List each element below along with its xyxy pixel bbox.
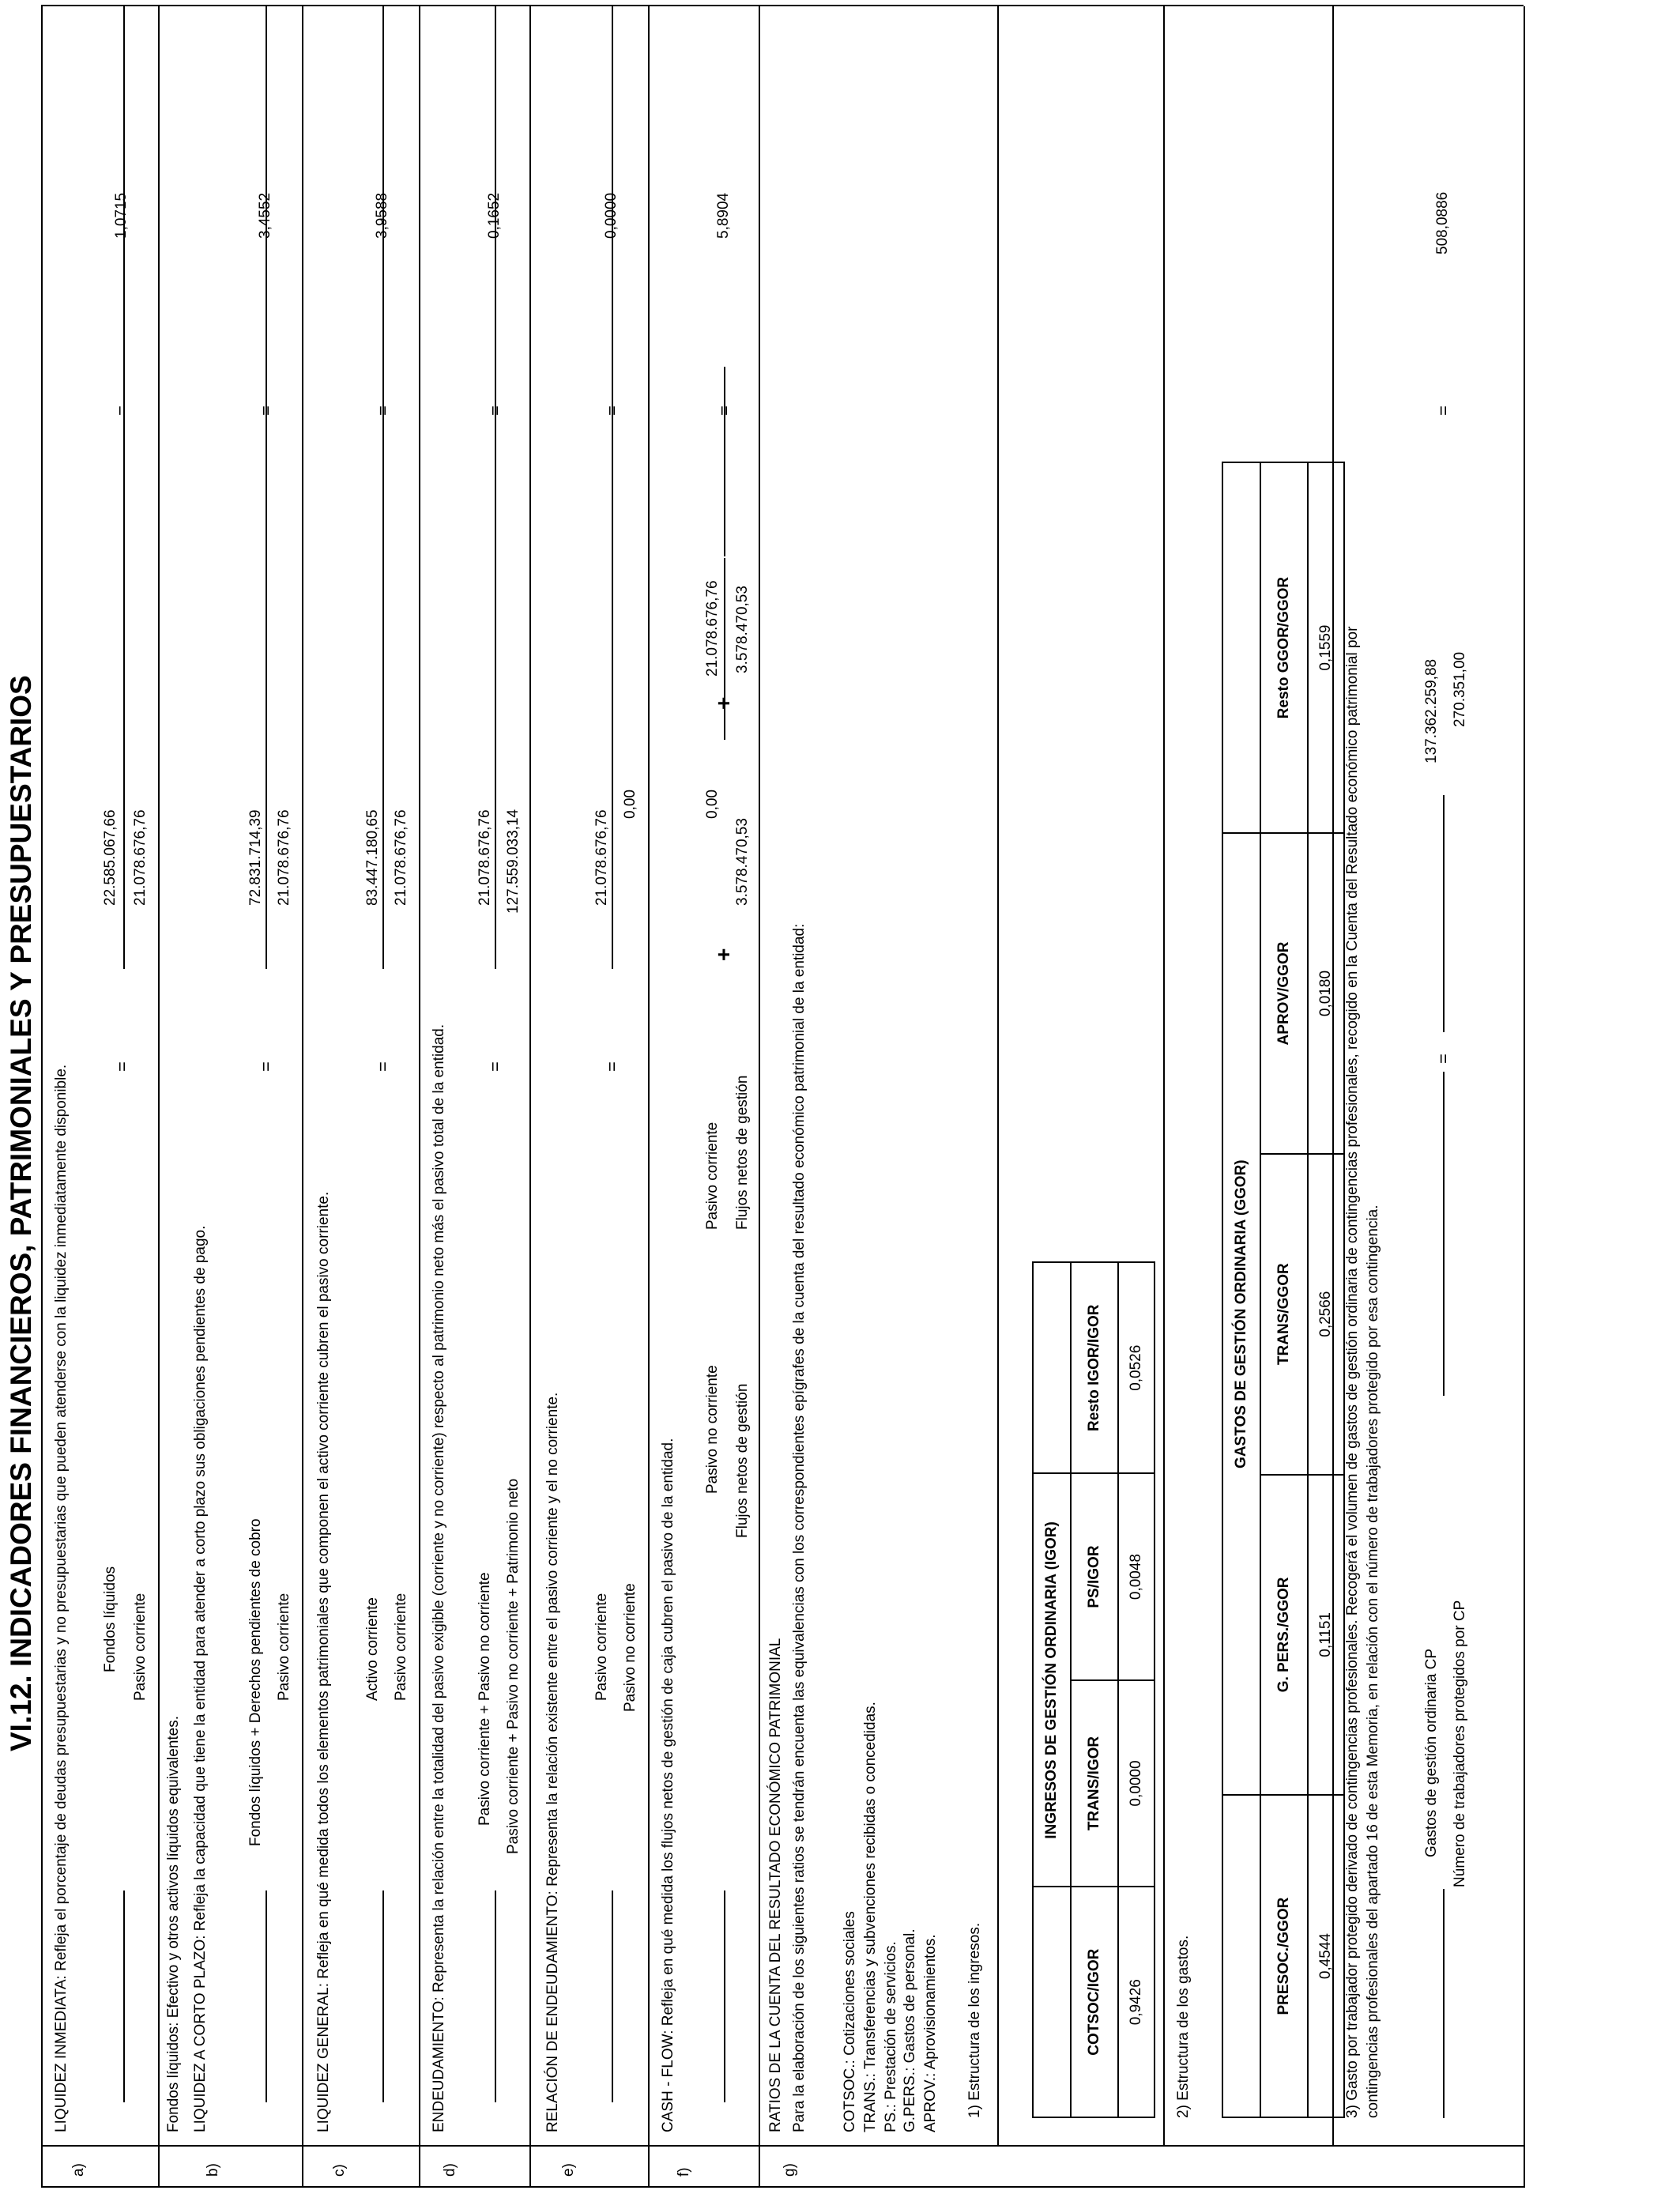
- section-a-heading: LIQUIDEZ INMEDIATA: Refleja el porcentaje de deudas presupuestarias y no presupuestarias que pueden atenderse con la liquidez inmediatamente disponible.: [53, 1064, 70, 2132]
- section-b-num-label: Fondos líquidos + Derechos pendientes de cobro: [247, 1518, 264, 1846]
- section-g-legend-ps: PS.: Prestación de servicios.: [883, 1941, 899, 2132]
- igor-value-trans: 0,0000: [1118, 1680, 1155, 1887]
- section-a-num-value: 22.585.067,66: [102, 809, 119, 906]
- ggor-table: [1222, 462, 1345, 2118]
- section-f-plus-2: +: [711, 696, 736, 710]
- section-a-den-label: Pasivo corriente: [132, 1593, 149, 1701]
- section-g-sub2: 2) Estructura de los gastos.: [1175, 1935, 1192, 2118]
- section-b-result: 3,4552: [257, 192, 273, 239]
- section-g-sub1: 1) Estructura de los ingresos.: [966, 1922, 983, 2118]
- igor-value-cotsoc: 0,9426: [1118, 1887, 1155, 2117]
- section-g-result: 508,0886: [1434, 191, 1451, 254]
- section-d-num-label: Pasivo corriente + Pasivo no corriente: [477, 1572, 493, 1826]
- section-a-result: 1,0715: [113, 192, 130, 239]
- section-c-den-label: Pasivo corriente: [393, 1593, 409, 1701]
- section-c-num-value: 83.447.180,65: [364, 809, 381, 906]
- section-g-equals-2: =: [1433, 405, 1453, 416]
- igor-header-trans: TRANS/IGOR: [1071, 1680, 1118, 1887]
- section-a-fraction-line-values: [123, 5, 125, 969]
- section-c-letter: c): [331, 2164, 348, 2177]
- section-f-heading: CASH - FLOW: Refleja en qué medida los flujos netos de gestión de caja cubren el pasivo de la entidad.: [660, 1438, 676, 2132]
- section-a-note: Fondos líquidos: Efectivo y otros activos líquidos equivalentes.: [165, 1715, 182, 2132]
- section-e-result: 0,0000: [603, 192, 620, 239]
- section-f-equals: =: [714, 405, 734, 416]
- section-f-result: 5,8904: [715, 192, 732, 239]
- section-d-den-value: 127.559.033,14: [505, 809, 522, 914]
- section-c-fraction-line-labels: [382, 1891, 384, 2102]
- section-f-num2-value: 21.078.676,76: [704, 580, 721, 677]
- letter-column-divider: [41, 2145, 1524, 2147]
- section-f-num1-label: Pasivo no corriente: [704, 1365, 721, 1494]
- frame-right: [41, 5, 1524, 6]
- section-f-den1-label: Flujos netos de gestión: [734, 1383, 751, 1538]
- ggor-value-trans: 0,2566: [1308, 1154, 1344, 1475]
- section-c-num-label: Activo corriente: [364, 1597, 381, 1701]
- section-c-den-value: 21.078.676,76: [393, 809, 409, 906]
- section-f-num1-value: 0,00: [704, 790, 721, 819]
- igor-table: [1032, 1261, 1155, 2118]
- ggor-value-presoc: 0,4544: [1308, 1795, 1344, 2117]
- igor-header-cotsoc: COTSOC/IGOR: [1071, 1887, 1118, 2117]
- frame-top: [41, 6, 43, 2188]
- section-g-intro: Para la elaboración de los siguientes ratios se tendrán encuenta las equivalencias con los correspondientes epígrafes de la cuenta del resultado económico patrimonial de la entidad:: [791, 923, 808, 2132]
- subsection-divider-g1: [997, 6, 999, 2147]
- section-g-letter: g): [782, 2163, 798, 2177]
- section-d-heading: ENDEUDAMIENTO: Representa la relación entre la totalidad del pasivo exigible (corriente y no corriente) respecto al patrimonio neto más el pasivo total de la entidad.: [431, 1023, 447, 2132]
- section-a-equals-2: =: [112, 405, 132, 416]
- section-b-equals-2: =: [256, 405, 276, 416]
- section-a-equals-1: =: [112, 1061, 132, 1072]
- section-f-fraction-line-labels-1: [724, 1891, 725, 2102]
- section-a-num-label: Fondos líquidos: [102, 1566, 119, 1672]
- section-g-den-label: Número de trabajadores protegidos por CP: [1452, 1600, 1468, 1887]
- section-c-heading: LIQUIDEZ GENERAL: Refleja en qué medida todos los elementos patrimoniales que componen el activo corriente cubren el pasivo corriente.: [315, 1191, 332, 2132]
- section-d-result: 0,1652: [486, 192, 503, 239]
- section-d-letter: d): [442, 2163, 458, 2177]
- ggor-header-gpers: G. PERS./GGOR: [1260, 1475, 1308, 1796]
- section-divider-ef: [648, 6, 650, 2188]
- igor-header-ps: PS/IGOR: [1071, 1473, 1118, 1679]
- section-e-letter: e): [560, 2163, 577, 2177]
- section-g-legend-cotsoc: COTSOC.: Cotizaciones sociales: [842, 1911, 858, 2132]
- section-e-heading: RELACIÓN DE ENDEUDAMIENTO: Representa la relación existente entre el pasivo corriente y el no corriente.: [544, 1392, 561, 2132]
- ggor-header-presoc: PRESOC./GGOR: [1260, 1795, 1308, 2117]
- section-g-den-value: 270.351,00: [1452, 651, 1468, 727]
- igor-value-ps: 0,0048: [1118, 1473, 1155, 1679]
- frame-left: [41, 2186, 1524, 2188]
- section-f-den2-label: Flujos netos de gestión: [734, 1075, 751, 1230]
- section-b-num-value: 72.831.714,39: [247, 809, 264, 906]
- section-divider-ab: [158, 6, 160, 2188]
- section-g-fraction-line-mid: [1443, 1072, 1445, 1396]
- section-e-equals-1: =: [602, 1061, 622, 1072]
- section-b-heading: LIQUIDEZ A CORTO PLAZO: Refleja la capacidad que tiene la entidad para atender a corto plazo sus obligaciones pendientes de pago.: [192, 1225, 209, 2132]
- section-d-den-label: Pasivo corriente + Pasivo no corriente + Patrimonio neto: [505, 1478, 522, 1854]
- page-title: VI.12. INDICADORES FINANCIEROS, PATRIMONIALES Y PRESUPUESTARIOS: [5, 675, 37, 1751]
- ggor-header-trans: TRANS/GGOR: [1260, 1154, 1308, 1475]
- section-b-fraction-line-values: [266, 5, 267, 969]
- section-f-fraction-line-value-right: [724, 367, 725, 556]
- section-e-num-value: 21.078.676,76: [593, 809, 610, 906]
- section-e-fraction-line-values: [612, 5, 613, 969]
- frame-bottom: [1524, 6, 1525, 2188]
- section-g-num-label: Gastos de gestión ordinaria CP: [1423, 1648, 1440, 1857]
- section-b-equals-1: =: [256, 1061, 276, 1072]
- section-d-equals-1: =: [485, 1061, 505, 1072]
- section-f-letter: f): [676, 2167, 692, 2177]
- section-divider-fg: [759, 6, 760, 2188]
- section-e-num-label: Pasivo corriente: [593, 1593, 610, 1701]
- section-f-plus-1: +: [711, 948, 736, 961]
- section-c-equals-2: =: [373, 405, 393, 416]
- section-divider-cd: [419, 6, 420, 2188]
- section-e-den-label: Pasivo no corriente: [622, 1583, 638, 1712]
- section-f-fraction-line-value-left: [724, 558, 725, 740]
- section-a-den-value: 21.078.676,76: [132, 809, 149, 906]
- subsection-divider-g2: [1163, 6, 1165, 2147]
- section-g-sub3-line1: 3) Gasto por trabajador protegido derivado de contingencias profesionales. Recogerá el volumen de gastos de gestión ordinaria de contingencias profesionales, recogido en la Cuenta del Resultado económico patrimonial por: [1344, 626, 1361, 2118]
- section-f-den1-value: 3.578.470,53: [734, 818, 751, 906]
- section-g-sub3-line2: contingencias profesionales del apartado 16 de esta Memoria, en relación con el número de trabajadores protegido por esa contingencia.: [1365, 1204, 1381, 2118]
- section-a-fraction-line-labels: [123, 1891, 125, 2102]
- section-g-equals-1: =: [1433, 1054, 1453, 1064]
- section-g-fraction-line-values: [1443, 795, 1445, 1032]
- section-c-result: 3,9588: [374, 192, 390, 239]
- section-a-letter: a): [70, 2163, 87, 2177]
- section-e-den-value: 0,00: [622, 790, 638, 819]
- section-divider-de: [529, 6, 531, 2188]
- section-d-fraction-line-labels: [495, 1891, 496, 2102]
- section-b-den-label: Pasivo corriente: [276, 1593, 292, 1701]
- section-b-fraction-line-labels: [266, 1891, 267, 2102]
- ggor-table-caption: GASTOS DE GESTIÓN ORDINARIA (GGOR): [1222, 833, 1260, 1795]
- section-g-fraction-line-labels: [1443, 1889, 1445, 2118]
- section-f-den2-value: 3.578.470,53: [734, 586, 751, 673]
- section-d-num-value: 21.078.676,76: [477, 809, 493, 906]
- section-e-equals-2: =: [602, 405, 622, 416]
- section-b-letter: b): [205, 2163, 221, 2177]
- section-divider-bc: [302, 6, 303, 2188]
- section-g-legend-gpers: G.PERS.: Gastos de personal.: [902, 1928, 918, 2132]
- section-d-equals-2: =: [485, 405, 505, 416]
- section-c-equals-1: =: [373, 1061, 393, 1072]
- igor-header-resto: Resto IGOR/IGOR: [1071, 1262, 1118, 1473]
- section-b-den-value: 21.078.676,76: [276, 809, 292, 906]
- section-g-heading: RATIOS DE LA CUENTA DEL RESULTADO ECONÓMICO PATRIMONIAL: [767, 1638, 784, 2132]
- ggor-header-resto: Resto GGOR/GGOR: [1260, 462, 1308, 833]
- section-c-fraction-line-values: [382, 5, 384, 969]
- ggor-header-aprov: APROV/GGOR: [1260, 833, 1308, 1154]
- section-g-legend-aprov: APROV.: Aprovisionamientos.: [922, 1934, 939, 2132]
- igor-value-resto: 0,0526: [1118, 1262, 1155, 1473]
- igor-table-caption: INGRESOS DE GESTIÓN ORDINARIA (IGOR): [1033, 1473, 1071, 1887]
- ggor-value-gpers: 0,1151: [1308, 1475, 1344, 1796]
- ggor-value-resto: 0,1559: [1308, 462, 1344, 833]
- section-d-fraction-line-values: [495, 5, 496, 969]
- section-f-num2-label: Pasivo corriente: [704, 1122, 721, 1230]
- section-g-legend-trans: TRANS.: Transferencias y subvenciones recibidas o concedidas.: [862, 1702, 879, 2132]
- section-e-fraction-line-labels: [612, 1891, 613, 2102]
- ggor-value-aprov: 0,0180: [1308, 833, 1344, 1154]
- section-g-num-value: 137.362.259,88: [1423, 658, 1440, 763]
